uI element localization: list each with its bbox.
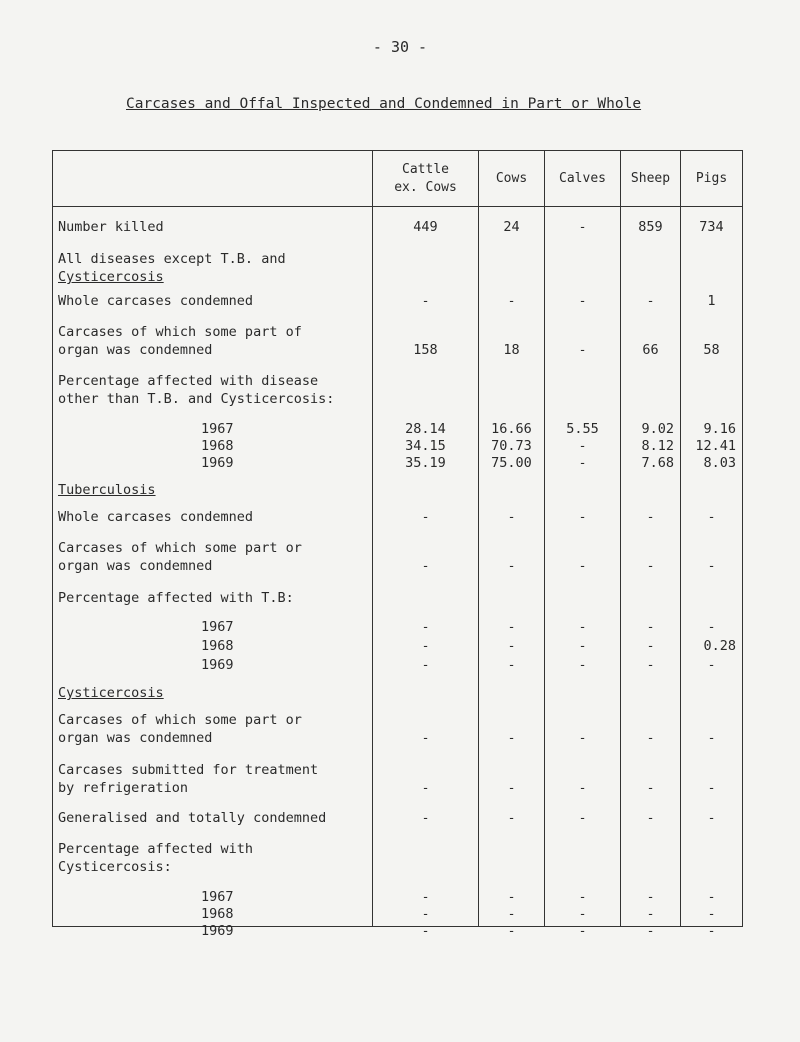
cell-sheep-number-killed: 859 [638, 219, 663, 235]
cell-cattle-part-organ: 158 [413, 342, 438, 358]
cell-cows-cy1968: - [507, 907, 516, 922]
cell-cows-p1969: 75.00 [491, 455, 532, 471]
cell-calves-part-organ: - [578, 343, 587, 358]
row-label-cy-refrig: Carcases submitted for treatment [58, 762, 319, 778]
row-label-cy-pct: Percentage affected with [58, 841, 254, 857]
cell-sheep-cy1969: - [646, 924, 655, 939]
row-label-tb-1967: 1967 [201, 619, 234, 635]
cell-cattle-cy-part: - [421, 731, 430, 746]
table-header-row [53, 151, 743, 207]
cell-pigs-tb1969: - [707, 658, 716, 673]
cell-sheep-part-organ: 66 [642, 342, 659, 358]
row-label-all-diseases: All diseases except T.B. and [58, 251, 286, 267]
cell-cows-p1967: 16.66 [491, 421, 532, 437]
cell-cattle-cy1969: - [421, 924, 430, 939]
row-label-cy-part-2: organ was condemned [58, 730, 213, 746]
cell-calves-cy1968: - [578, 907, 587, 922]
cell-sheep-tb1968: - [646, 639, 655, 654]
section-heading-tuberculosis: Tuberculosis [58, 482, 156, 498]
cell-cattle-p1968: 34.15 [405, 438, 446, 454]
row-label-cy-1967: 1967 [201, 889, 234, 905]
cell-cows-tb-whole: - [507, 510, 516, 525]
row-label-cy-pct-2: Cysticercosis: [58, 859, 172, 875]
cell-cattle-whole-condemned: - [421, 294, 430, 309]
page-number: - 30 - [372, 38, 428, 56]
cell-cattle-number-killed: 449 [413, 219, 438, 235]
cell-calves-whole-condemned: - [578, 294, 587, 309]
cell-sheep-cy-refrig: - [646, 781, 655, 796]
cell-cows-cy-refrig: - [507, 781, 516, 796]
cell-calves-cy1969: - [578, 924, 587, 939]
cell-pigs-tb-part: - [707, 559, 716, 574]
row-label-cy-1969: 1969 [201, 923, 234, 939]
row-label-whole-condemned: Whole carcases condemned [58, 293, 254, 309]
cell-cows-whole-condemned: - [507, 294, 516, 309]
cell-pigs-p1968: 12.41 [695, 438, 736, 454]
cell-cattle-cy-general: - [421, 811, 430, 826]
row-label-pct-other: Percentage affected with disease [58, 373, 319, 389]
cell-cattle-cy-refrig: - [421, 781, 430, 796]
column-sheep [621, 207, 681, 939]
column-pigs [681, 207, 743, 939]
cell-cows-p1968: 70.73 [491, 438, 532, 454]
inspection-table [52, 150, 743, 939]
row-label-1968: 1968 [201, 438, 234, 454]
row-label-number-killed: Number killed [58, 219, 164, 235]
row-labels-column [53, 207, 373, 939]
cell-sheep-whole-condemned: - [646, 294, 655, 309]
section-heading-cysticercosis: Cysticercosis [58, 685, 164, 701]
cell-cattle-tb-part: - [421, 559, 430, 574]
cell-cattle-tb-whole: - [421, 510, 430, 525]
cell-pigs-tb-whole: - [707, 510, 716, 525]
cell-cows-number-killed: 24 [503, 219, 520, 235]
cell-pigs-tb1967: - [707, 620, 716, 635]
cell-sheep-cy1967: - [646, 890, 655, 905]
cell-pigs-cy1969: - [707, 924, 716, 939]
cell-pigs-whole-condemned: 1 [707, 293, 716, 309]
row-label-cy-refrig-2: by refrigeration [58, 780, 189, 796]
cell-pigs-cy1968: - [707, 907, 716, 922]
cell-cattle-cy1967: - [421, 890, 430, 905]
column-cattle [373, 207, 479, 939]
cell-pigs-p1967: 9.16 [703, 421, 736, 437]
row-label-tb-pct: Percentage affected with T.B: [58, 590, 294, 606]
cell-calves-cy1967: - [578, 890, 587, 905]
cell-sheep-cy-general: - [646, 811, 655, 826]
row-label-part-organ-2: organ was condemned [58, 342, 213, 358]
column-header-pigs: Pigs [681, 151, 743, 207]
column-cows [479, 207, 545, 939]
cell-pigs-cy-general: - [707, 811, 716, 826]
cell-cows-cy1967: - [507, 890, 516, 905]
row-label-cy-general: Generalised and totally condemned [58, 810, 327, 826]
section-heading-all-diseases: Cysticercosis [58, 269, 164, 285]
row-label-tb-1969: 1969 [201, 657, 234, 673]
cell-sheep-tb-part: - [646, 559, 655, 574]
cell-calves-tb1967: - [578, 620, 587, 635]
column-calves [545, 207, 621, 939]
cell-cows-cy1969: - [507, 924, 516, 939]
row-label-tb-part-2: organ was condemned [58, 558, 213, 574]
cell-pigs-part-organ: 58 [703, 342, 720, 358]
cell-cows-tb1968: - [507, 639, 516, 654]
cell-cattle-tb1967: - [421, 620, 430, 635]
cell-pigs-cy-refrig: - [707, 781, 716, 796]
cell-sheep-p1967: 9.02 [641, 421, 674, 437]
cell-calves-p1967: 5.55 [566, 421, 599, 437]
cell-cattle-p1967: 28.14 [405, 421, 446, 437]
cell-cows-part-organ: 18 [503, 342, 520, 358]
column-header-sheep: Sheep [621, 151, 681, 207]
cell-calves-cy-refrig: - [578, 781, 587, 796]
cell-cows-tb-part: - [507, 559, 516, 574]
row-label-cy-part: Carcases of which some part or [58, 712, 302, 728]
cell-calves-tb-part: - [578, 559, 587, 574]
cell-cattle-p1969: 35.19 [405, 455, 446, 471]
cell-cattle-cy1968: - [421, 907, 430, 922]
cell-calves-p1969: - [578, 456, 587, 471]
cell-calves-tb1968: - [578, 639, 587, 654]
cell-pigs-cy-part: - [707, 731, 716, 746]
cell-pigs-number-killed: 734 [699, 219, 724, 235]
cell-pigs-tb1968: 0.28 [703, 638, 736, 654]
page-title: Carcases and Offal Inspected and Condemned in Part or Whole [126, 96, 642, 112]
cell-pigs-cy1967: - [707, 890, 716, 905]
cell-cows-tb1969: - [507, 658, 516, 673]
cell-cows-tb1967: - [507, 620, 516, 635]
cell-sheep-p1969: 7.68 [641, 455, 674, 471]
cell-cattle-tb1968: - [421, 639, 430, 654]
row-label-1969: 1969 [201, 455, 234, 471]
row-label-part-organ: Carcases of which some part of [58, 324, 302, 340]
cell-cows-cy-general: - [507, 811, 516, 826]
column-header-calves: Calves [545, 151, 621, 207]
cell-pigs-p1969: 8.03 [703, 455, 736, 471]
row-label-cy-1968: 1968 [201, 906, 234, 922]
cell-sheep-tb-whole: - [646, 510, 655, 525]
cell-calves-number-killed: - [578, 220, 587, 235]
row-label-tb-1968: 1968 [201, 638, 234, 654]
row-label-pct-other-2: other than T.B. and Cysticercosis: [58, 391, 335, 407]
cell-sheep-tb1967: - [646, 620, 655, 635]
cell-sheep-tb1969: - [646, 658, 655, 673]
cell-sheep-p1968: 8.12 [641, 438, 674, 454]
row-label-tb-part: Carcases of which some part or [58, 540, 302, 556]
cell-calves-cy-general: - [578, 811, 587, 826]
cell-cattle-tb1969: - [421, 658, 430, 673]
row-label-tb-whole: Whole carcases condemned [58, 509, 254, 525]
cell-cows-cy-part: - [507, 731, 516, 746]
row-label-1967: 1967 [201, 421, 234, 437]
cell-calves-p1968: - [578, 439, 587, 454]
cell-calves-cy-part: - [578, 731, 587, 746]
table-body-row [53, 207, 743, 927]
cell-calves-tb1969: - [578, 658, 587, 673]
cell-sheep-cy1968: - [646, 907, 655, 922]
column-header-cows: Cows [479, 151, 545, 207]
column-header-cattle: Cattle ex. Cows [373, 151, 479, 207]
cell-calves-tb-whole: - [578, 510, 587, 525]
header-blank [53, 151, 373, 207]
cell-sheep-cy-part: - [646, 731, 655, 746]
